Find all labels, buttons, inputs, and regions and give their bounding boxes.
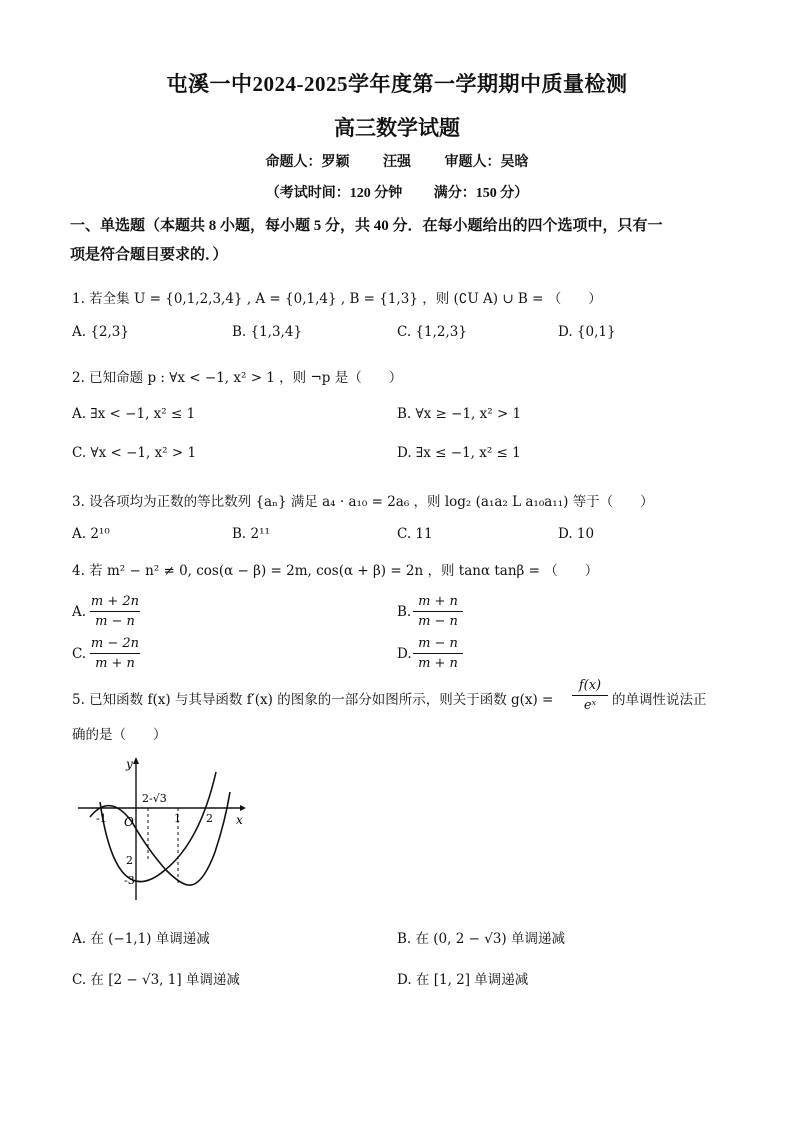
- question-2-stem: 2. 已知命题 p : ∀x < −1, x² > 1 ，则 ¬p 是（ ）: [72, 370, 403, 386]
- tick-2: 2: [206, 812, 213, 825]
- q3-option-a[interactable]: A. 2¹⁰: [72, 526, 110, 542]
- q4-option-d-label[interactable]: D.: [397, 646, 412, 662]
- exam-info-line: [0, 182, 794, 202]
- y-axis-arrow: [133, 757, 139, 764]
- q4-c-numerator: m − 2n: [90, 636, 140, 654]
- q5-option-c[interactable]: C. 在 [2 − √3, 1] 单调递减: [72, 972, 240, 988]
- setter: 命题人：罗颖: [265, 155, 350, 170]
- q3-option-c[interactable]: C. 11: [397, 526, 433, 542]
- exam-title: 屯溪一中2024-2025学年度第一学期期中质量检测: [166, 72, 628, 96]
- question-5-stem-tail: 的单调性说法正: [612, 692, 707, 708]
- function-graph: [70, 752, 250, 902]
- section-heading: [70, 212, 720, 270]
- function-curve: [90, 792, 230, 885]
- exam-time: （考试时间：120 分钟: [265, 186, 403, 201]
- question-1-stem: 1. 若全集 U = {0,1,2,3,4} , A = {0,1,4} , B = {1,3} ，则 (∁U A) ∪ B = （ ）: [72, 291, 602, 307]
- derivative-curve: [100, 772, 216, 882]
- tick-neg1: -1: [96, 812, 107, 825]
- reviewer: 审题人：吴晗: [444, 155, 529, 170]
- y-axis-label: y: [126, 757, 133, 771]
- q5-option-b[interactable]: B. 在 (0, 2 − √3) 单调递减: [397, 931, 565, 947]
- q4-option-a-label[interactable]: A.: [72, 604, 87, 620]
- question-3-stem: 3. 设各项均为正数的等比数列 {aₙ} 满足 a₄ · a₁₀ = 2a₆ ，则 log₂ (a₁a₂ L a₁₀a₁₁) 等于（ ）: [72, 494, 654, 510]
- q1-option-c[interactable]: C. {1,2,3}: [397, 324, 467, 340]
- question-4-stem: 4. 若 m² − n² ≠ 0, cos(α − β) = 2m, cos(α + β) = 2n ，则 tanα tanβ = （ ）: [72, 563, 599, 579]
- x-axis-arrow: [240, 805, 246, 811]
- q1-option-a[interactable]: A. {2,3}: [72, 324, 129, 340]
- q3-option-d[interactable]: D. 10: [558, 526, 595, 542]
- q4-c-denominator: m + n: [95, 656, 135, 671]
- q3-option-b[interactable]: B. 2¹¹: [232, 526, 270, 542]
- q1-option-d[interactable]: D. {0,1}: [558, 324, 616, 340]
- section-heading-line2: 项是符合题目要求的．）: [70, 247, 228, 263]
- tick-2-minus-sqrt3: 2-√3: [142, 792, 167, 805]
- q5-g-numerator: f(x): [572, 678, 608, 696]
- q4-option-c-fraction[interactable]: [90, 636, 140, 671]
- tick-y-neg3: -3: [124, 874, 135, 887]
- q4-a-denominator: m − n: [95, 614, 135, 629]
- question-5-stem-line1: 5. 已知函数 f(x) 与其导函数 f′(x) 的图象的一部分如图所示，则关于函数 g(x) =: [72, 692, 554, 708]
- q5-option-a[interactable]: A. 在 (−1,1) 单调递减: [72, 931, 210, 947]
- full-score: 满分：150 分）: [433, 186, 529, 201]
- tick-y-2: 2: [126, 854, 133, 867]
- q5-g-fraction: [572, 678, 608, 713]
- section-heading-line1: 一、单选题（本题共 8 小题，每小题 5 分，共 40 分．在每小题给出的四个选项中，只有一: [70, 218, 663, 234]
- q5-option-d[interactable]: D. 在 [1, 2] 单调递减: [397, 972, 529, 988]
- q4-b-denominator: m − n: [418, 614, 458, 629]
- setter-2: 汪强: [383, 155, 411, 170]
- exam-subject: 高三数学试题: [334, 116, 460, 140]
- authors-line: [0, 151, 794, 171]
- q4-b-numerator: m + n: [413, 594, 463, 612]
- q2-option-b[interactable]: B. ∀x ≥ −1, x² > 1: [397, 406, 522, 422]
- q1-option-b[interactable]: B. {1,3,4}: [232, 324, 303, 340]
- question-5-stem-line2: 确的是（ ）: [72, 727, 167, 743]
- q4-d-denominator: m + n: [418, 656, 458, 671]
- q2-option-a[interactable]: A. ∃x < −1, x² ≤ 1: [72, 406, 196, 422]
- q5-g-denominator: eˣ: [583, 698, 597, 713]
- origin-label: O: [124, 815, 134, 829]
- q4-option-c-label[interactable]: C.: [72, 646, 87, 662]
- q4-d-numerator: m − n: [413, 636, 463, 654]
- q2-option-d[interactable]: D. ∃x ≤ −1, x² ≤ 1: [397, 445, 521, 461]
- q4-option-a-fraction[interactable]: [90, 594, 140, 629]
- q4-option-d-fraction[interactable]: [413, 636, 463, 671]
- x-axis-label: x: [236, 813, 243, 827]
- q4-a-numerator: m + 2n: [90, 594, 140, 612]
- tick-1: 1: [174, 812, 181, 825]
- q2-option-c[interactable]: C. ∀x < −1, x² > 1: [72, 445, 197, 461]
- q4-option-b-fraction[interactable]: [413, 594, 463, 629]
- q4-option-b-label[interactable]: B.: [397, 604, 412, 620]
